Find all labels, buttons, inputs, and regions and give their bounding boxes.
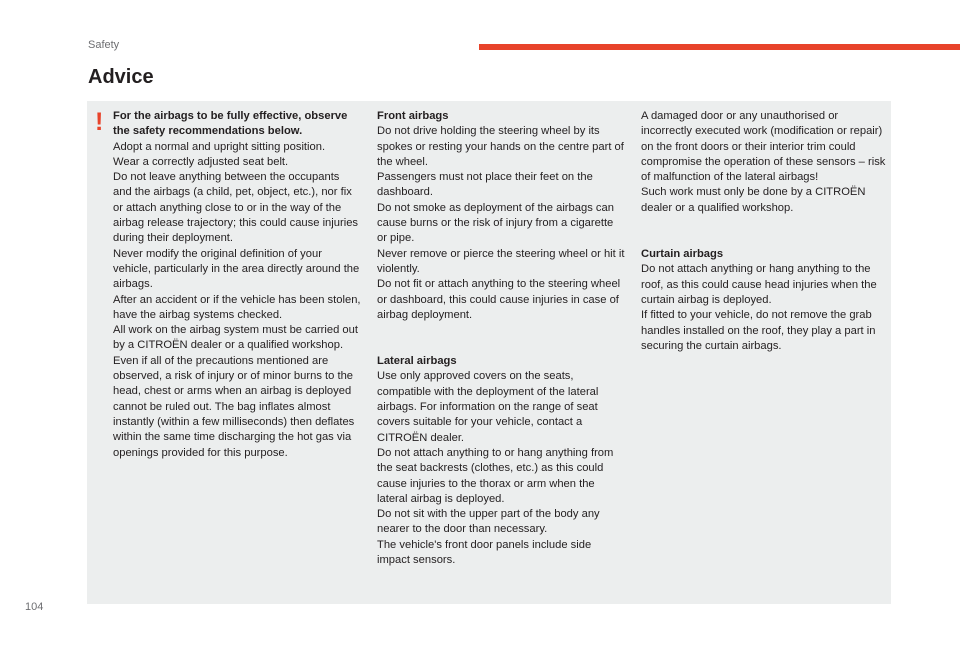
- warning-line: Do not leave anything between the occupants and the airbags (a child, pet, object, etc.), nor fix or attach anything close to or in the way of the airbag release trajectory; this could cause injuries during their deployment.: [113, 171, 359, 245]
- warning-line: All work on the airbag system must be carried out by a CITROËN dealer or a qualified workshop.: [113, 324, 358, 352]
- warning-line: After an accident or if the vehicle has been stolen, have the airbag systems checked.: [113, 293, 361, 321]
- curtain-airbags-heading: Curtain airbags: [641, 248, 724, 261]
- page-title: Advice: [88, 66, 154, 88]
- warning-intro: For the airbags to be fully effective, observe the safety recommendations below.: [113, 110, 348, 138]
- section-label: Safety: [88, 39, 120, 51]
- spacer: [641, 216, 889, 247]
- lateral-airbags-line: The vehicle's front door panels include side impact sensors.: [377, 538, 592, 567]
- door-curtain-column: [641, 109, 889, 354]
- lateral-airbags-heading: Lateral airbags: [377, 355, 457, 368]
- section-accent-bar: [479, 44, 960, 50]
- exclamation-icon: !: [95, 108, 104, 136]
- curtain-airbags-line: If fitted to your vehicle, do not remove the grab handles installed on the roof, they play a part in securing the curtain airbags.: [641, 309, 876, 352]
- door-warning-line: A damaged door or any unauthorised or incorrectly executed work (modification or repair) on the front doors or their interior trim could compromise the operation of these sensors – risk of malfunction of the lateral airbags!: [641, 110, 886, 184]
- page-number: 104: [25, 601, 44, 613]
- front-airbags-line: Do not smoke as deployment of the airbags can cause burns or the risk of injury from a cigarette or pipe.: [377, 201, 614, 245]
- curtain-airbags-line: Do not attach anything or hang anything to the roof, as this could cause head injuries when the curtain airbag is deployed.: [641, 263, 877, 306]
- warning-line: Adopt a normal and upright sitting position.: [113, 140, 326, 153]
- lateral-airbags-line: Do not attach anything to or hang anything from the seat backrests (clothes, etc.) as this could cause injuries to the thorax or arm when the lateral airbag is deployed.: [377, 446, 614, 505]
- front-lateral-column: [377, 109, 625, 568]
- warning-column: [113, 109, 361, 461]
- lateral-airbags-line: Use only approved covers on the seats, compatible with the deployment of the lateral airbags. For information on the range of seat covers suitable for your vehicle, contact a CITROËN dealer.: [377, 370, 599, 444]
- front-airbags-line: Never remove or pierce the steering wheel or hit it violently.: [377, 247, 625, 275]
- front-airbags-line: Do not fit or attach anything to the steering wheel or dashboard, this could cause injuries in case of airbag deployment.: [377, 278, 621, 321]
- front-airbags-line: Passengers must not place their feet on the dashboard.: [377, 171, 593, 199]
- spacer: [377, 323, 625, 354]
- front-airbags-line: Do not drive holding the steering wheel by its spokes or resting your hands on the centre part of the wheel.: [377, 125, 624, 168]
- lateral-airbags-line: Do not sit with the upper part of the body any nearer to the door than necessary.: [377, 508, 600, 536]
- warning-line: Never modify the original definition of your vehicle, particularly in the area directly around the airbags.: [113, 247, 360, 291]
- warning-line: Even if all of the precautions mentioned are observed, a risk of injury or of minor burns to the head, chest or arms when an airbag is deployed cannot be ruled out. The bag inflates almost instantly (within a few milliseconds) then deflates within the same time discharging the hot gas via openings provided for this purpose.: [113, 354, 355, 459]
- front-airbags-heading: Front airbags: [377, 110, 449, 122]
- warning-line: Wear a correctly adjusted seat belt.: [113, 155, 289, 168]
- door-warning-line: Such work must only be done by a CITROËN dealer or a qualified workshop.: [641, 186, 866, 214]
